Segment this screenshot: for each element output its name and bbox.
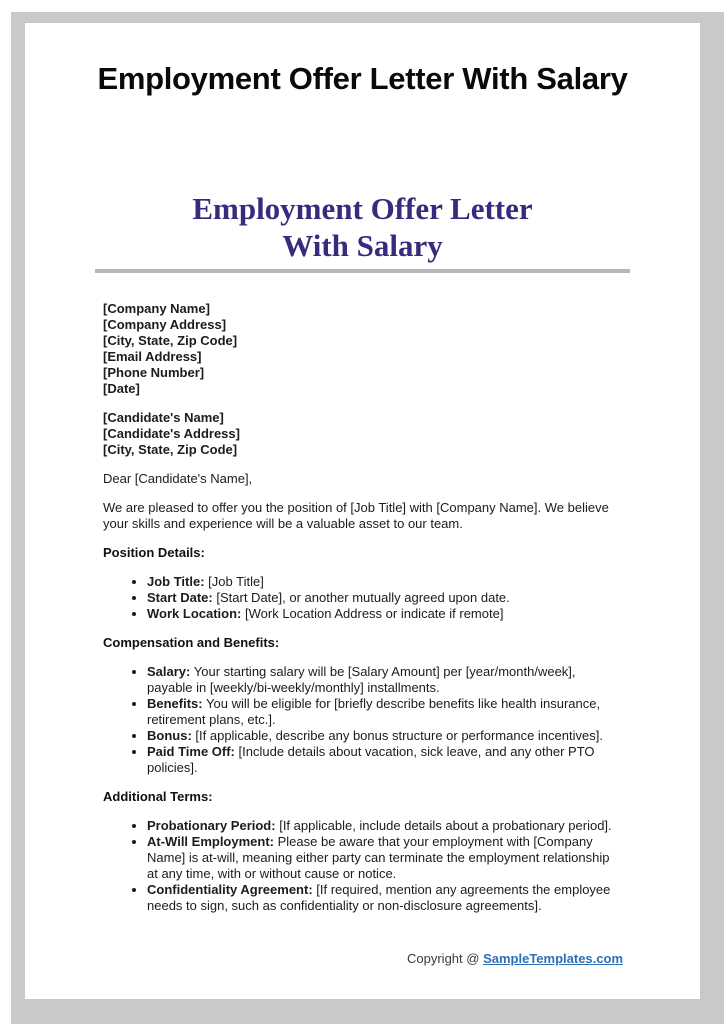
bullet-label: Benefits: xyxy=(147,696,203,711)
address-line: [Phone Number] xyxy=(103,365,205,380)
copyright-link[interactable]: SampleTemplates.com xyxy=(483,951,623,966)
page-title: Employment Offer Letter With Salary xyxy=(97,61,628,96)
bullet-text: [If applicable, include details about a probationary period]. xyxy=(279,818,612,833)
list-item xyxy=(147,818,623,834)
intro-paragraph: We are pleased to offer you the position of [Job Title] with [Company Name]. We believe your skills and experience will be a valuable asset to our team. xyxy=(103,500,609,531)
salutation: Dear [Candidate's Name], xyxy=(103,471,253,486)
letter-body xyxy=(103,301,623,967)
bullet-label: Bonus: xyxy=(147,728,192,743)
bullet-text: [If required, mention any agreements the employee needs to sign, such as confidentiality or non-disclosure agreements]. xyxy=(147,882,611,913)
letter-heading-line2: With Salary xyxy=(282,228,443,263)
additional-terms-list xyxy=(103,818,623,914)
section-heading-additional-terms: Additional Terms: xyxy=(103,789,213,804)
bullet-text: [Job Title] xyxy=(208,574,264,589)
bullet-label: Salary: xyxy=(147,664,191,679)
list-item xyxy=(147,728,623,744)
address-line: [Candidate's Name] xyxy=(103,410,224,425)
document-page xyxy=(11,12,724,1024)
address-line: [Email Address] xyxy=(103,349,202,364)
bullet-label: Paid Time Off: xyxy=(147,744,235,759)
sender-address-block xyxy=(103,301,623,397)
bullet-text: [Start Date], or another mutually agreed upon date. xyxy=(216,590,510,605)
address-line: [City, State, Zip Code] xyxy=(103,442,238,457)
list-item xyxy=(147,882,623,914)
compensation-list xyxy=(103,664,623,776)
address-line: [Company Name] xyxy=(103,301,210,316)
recipient-address-block xyxy=(103,410,623,458)
bullet-label: Job Title: xyxy=(147,574,205,589)
bullet-text: [Work Location Address or indicate if remote] xyxy=(245,606,504,621)
footer xyxy=(103,951,623,967)
section-heading-compensation: Compensation and Benefits: xyxy=(103,635,280,650)
bullet-text: [Include details about vacation, sick leave, and any other PTO policies]. xyxy=(147,744,595,775)
bullet-text: Your starting salary will be [Salary Amount] per [year/month/week], payable in [weekly/bi-weekly/monthly] installments. xyxy=(147,664,576,695)
bullet-text: Please be aware that your employment with [Company Name] is at-will, meaning either party can terminate the employment relationship at any time, with or without cause or notice. xyxy=(147,834,610,881)
address-line: [City, State, Zip Code] xyxy=(103,333,238,348)
list-item xyxy=(147,664,623,696)
address-line: [Company Address] xyxy=(103,317,227,332)
letter-heading-line1: Employment Offer Letter xyxy=(192,191,533,226)
list-item xyxy=(147,696,623,728)
copyright-text: Copyright @ xyxy=(407,951,480,966)
position-details-list xyxy=(103,574,623,622)
address-line: [Date] xyxy=(103,381,140,396)
list-item xyxy=(147,744,623,776)
section-heading-position-details: Position Details: xyxy=(103,545,205,560)
heading-divider xyxy=(95,269,630,273)
list-item xyxy=(147,590,623,606)
bullet-label: Work Location: xyxy=(147,606,242,621)
bullet-label: Start Date: xyxy=(147,590,213,605)
bullet-label: Confidentiality Agreement: xyxy=(147,882,313,897)
list-item xyxy=(147,834,623,882)
letter-heading xyxy=(25,190,700,264)
bullet-label: At-Will Employment: xyxy=(147,834,274,849)
bullet-label: Probationary Period: xyxy=(147,818,276,833)
address-line: [Candidate's Address] xyxy=(103,426,240,441)
bullet-text: [If applicable, describe any bonus structure or performance incentives]. xyxy=(195,728,603,743)
list-item xyxy=(147,574,623,590)
bullet-text: You will be eligible for [briefly describe benefits like health insurance, retirement plans, etc.]. xyxy=(147,696,601,727)
list-item xyxy=(147,606,623,622)
